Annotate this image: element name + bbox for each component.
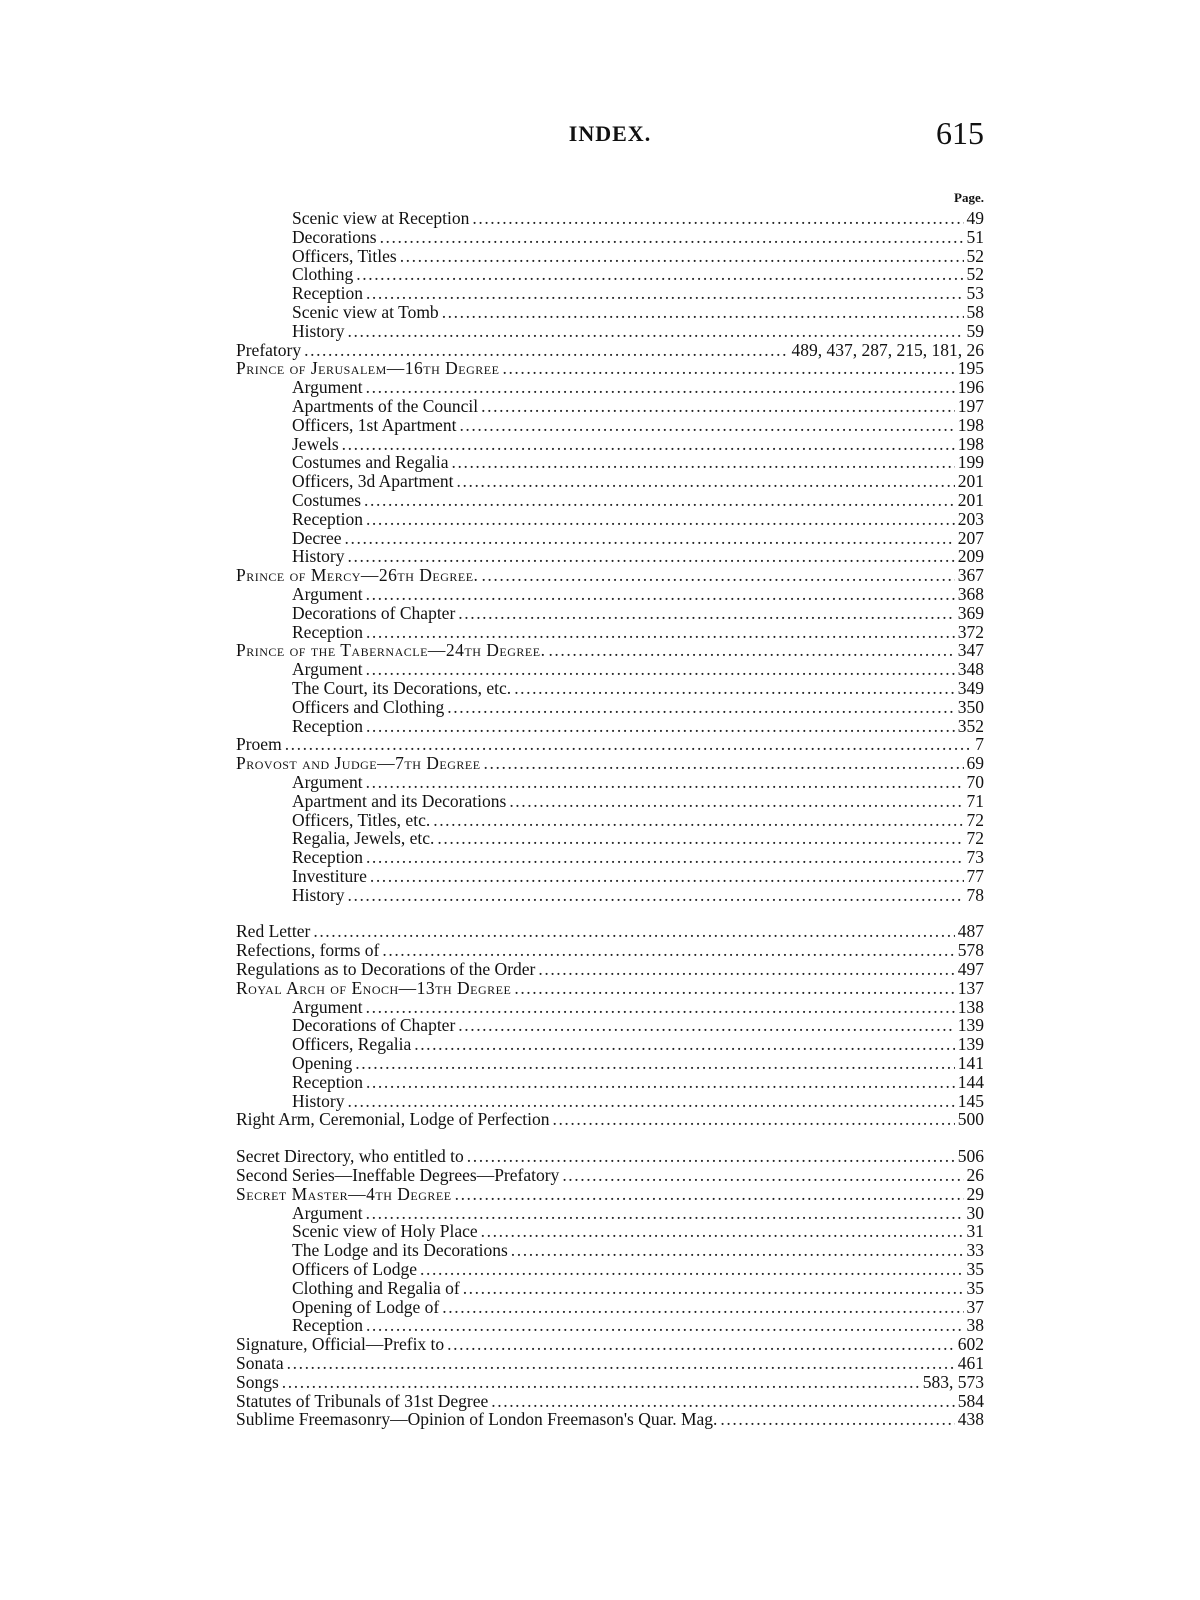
entry-title: Reception xyxy=(292,283,363,304)
entry-pages: 201 xyxy=(957,489,984,510)
dot-leader xyxy=(459,416,954,435)
page-number: 615 xyxy=(936,115,984,151)
index-entry xyxy=(236,1185,984,1204)
entry-title: The Court, its Decorations, etc. xyxy=(292,677,512,698)
entry-title: Argument xyxy=(292,659,363,680)
entry-title: Right Arm, Ceremonial, Lodge of Perfection xyxy=(236,1109,550,1130)
entry-pages: 38 xyxy=(966,1315,984,1336)
index-subentry xyxy=(236,792,984,811)
entry-title: History xyxy=(292,546,345,567)
entry-pages: 71 xyxy=(966,790,984,811)
index-subentry xyxy=(236,529,984,548)
entry-title: Clothing and Regalia of xyxy=(292,1277,460,1298)
index-subentry xyxy=(236,585,984,604)
entry-title: Argument xyxy=(292,583,363,604)
dot-leader xyxy=(437,829,963,848)
entry-pages: 196 xyxy=(957,377,984,398)
entry-pages: 144 xyxy=(957,1071,984,1092)
entry-title: Reception xyxy=(292,847,363,868)
dot-leader xyxy=(502,359,954,378)
index-subentry xyxy=(236,1035,984,1054)
index-subentry xyxy=(236,623,984,642)
index-entry xyxy=(236,735,984,754)
dot-leader xyxy=(366,585,955,604)
entry-pages: 53 xyxy=(966,283,984,304)
index-subentry xyxy=(236,378,984,397)
entry-pages: 199 xyxy=(957,452,984,473)
entry-pages: 578 xyxy=(957,940,984,961)
entry-title: Officers of Lodge xyxy=(292,1259,418,1280)
entry-pages: 59 xyxy=(966,320,984,341)
dot-leader xyxy=(366,717,955,736)
entry-pages: 584 xyxy=(957,1390,984,1411)
index-entry xyxy=(236,1166,984,1185)
index-entry xyxy=(236,941,984,960)
entry-title: History xyxy=(292,884,345,905)
index-entry xyxy=(236,960,984,979)
index-subentry xyxy=(236,886,984,905)
dot-leader xyxy=(366,848,964,867)
entry-pages: 7 xyxy=(975,734,984,755)
dot-leader xyxy=(366,1316,964,1335)
dot-leader xyxy=(433,811,963,830)
dot-leader xyxy=(414,1035,955,1054)
dot-leader xyxy=(356,265,963,284)
entry-pages: 58 xyxy=(966,301,984,322)
entry-title: Sublime Freemasonry—Opinion of London Freemason's Quar. Mag. xyxy=(236,1409,718,1430)
entry-title: Red Letter xyxy=(236,921,311,942)
entry-title: Costumes xyxy=(292,489,362,510)
dot-leader xyxy=(348,322,964,341)
entry-title: Prince of Mercy—26th Degree. xyxy=(236,565,479,586)
entry-title: Decree xyxy=(292,527,342,548)
entry-pages: 70 xyxy=(966,771,984,792)
index-subentry xyxy=(236,1298,984,1317)
dot-leader xyxy=(348,547,955,566)
index-entry xyxy=(236,641,984,660)
entry-title: Reception xyxy=(292,621,363,642)
index-subentry xyxy=(236,397,984,416)
dot-leader xyxy=(447,1335,955,1354)
entry-title: Provost and Judge—7th Degree xyxy=(236,753,481,774)
entry-title: Reception xyxy=(292,1315,363,1336)
dot-leader xyxy=(452,453,955,472)
index-subentry xyxy=(236,848,984,867)
entry-pages: 209 xyxy=(957,546,984,567)
entry-pages: 500 xyxy=(957,1109,984,1130)
dot-leader xyxy=(514,679,955,698)
entry-title: Refections, forms of xyxy=(236,940,380,961)
entry-pages: 141 xyxy=(957,1053,984,1074)
index-subentry xyxy=(236,472,984,491)
entry-pages: 487 xyxy=(957,921,984,942)
index-subentry xyxy=(236,1073,984,1092)
dot-leader xyxy=(345,529,955,548)
entry-pages: 138 xyxy=(957,996,984,1017)
entry-title: History xyxy=(292,1090,345,1111)
entry-title: Decorations xyxy=(292,226,377,247)
entry-title: Opening of Lodge of xyxy=(292,1296,440,1317)
dot-leader xyxy=(313,922,954,941)
index-entry xyxy=(236,1147,984,1166)
index-subentry xyxy=(236,1016,984,1035)
dot-leader xyxy=(366,773,964,792)
entry-pages: 29 xyxy=(966,1183,984,1204)
dot-leader xyxy=(481,566,954,585)
index-subentry xyxy=(236,1222,984,1241)
entry-title: Apartment and its Decorations xyxy=(292,790,507,811)
dot-leader xyxy=(285,735,973,754)
dot-leader xyxy=(380,228,964,247)
dot-leader xyxy=(442,1298,963,1317)
dot-leader xyxy=(538,960,954,979)
entry-pages: 347 xyxy=(957,640,984,661)
index-subentry xyxy=(236,416,984,435)
entry-title: Proem xyxy=(236,734,282,755)
entry-title: History xyxy=(292,320,345,341)
entry-title: Scenic view at Tomb xyxy=(292,301,439,322)
entry-pages: 489, 437, 287, 215, 181, 26 xyxy=(791,339,984,360)
entry-pages: 73 xyxy=(966,847,984,868)
index-subentry xyxy=(236,829,984,848)
index-subentry xyxy=(236,265,984,284)
dot-leader xyxy=(458,1016,954,1035)
entry-pages: 350 xyxy=(957,696,984,717)
entry-pages: 195 xyxy=(957,358,984,379)
entry-title: Apartments of the Council xyxy=(292,395,479,416)
index-subentry xyxy=(236,209,984,228)
index-subentry xyxy=(236,1279,984,1298)
entry-pages: 139 xyxy=(957,1015,984,1036)
entry-title: The Lodge and its Decorations xyxy=(292,1240,508,1261)
index-entry xyxy=(236,566,984,585)
dot-leader xyxy=(484,754,964,773)
dot-leader xyxy=(366,1204,964,1223)
entry-title: Secret Directory, who entitled to xyxy=(236,1146,464,1167)
entry-title: Songs xyxy=(236,1371,279,1392)
index-entry xyxy=(236,979,984,998)
entry-pages: 139 xyxy=(957,1034,984,1055)
entry-pages: 602 xyxy=(957,1334,984,1355)
entry-title: Argument xyxy=(292,996,363,1017)
entry-title: Officers, Titles xyxy=(292,245,397,266)
dot-leader xyxy=(364,491,955,510)
dot-leader xyxy=(382,941,954,960)
entry-title: Sonata xyxy=(236,1353,284,1374)
entry-pages: 72 xyxy=(966,828,984,849)
entry-title: Statutes of Tribunals of 31st Degree xyxy=(236,1390,489,1411)
index-subentry xyxy=(236,303,984,322)
dot-leader xyxy=(720,1410,954,1429)
entry-pages: 349 xyxy=(957,677,984,698)
dot-leader xyxy=(481,397,955,416)
dot-leader xyxy=(400,247,964,266)
dot-leader xyxy=(348,886,964,905)
dot-leader xyxy=(366,660,955,679)
dot-leader xyxy=(552,1110,954,1129)
index-subentry xyxy=(236,604,984,623)
index-subentry xyxy=(236,228,984,247)
index-subentry xyxy=(236,1260,984,1279)
entry-pages: 583, 573 xyxy=(922,1371,984,1392)
dot-leader xyxy=(509,792,963,811)
entry-pages: 198 xyxy=(957,433,984,454)
entry-pages: 30 xyxy=(966,1202,984,1223)
entry-pages: 31 xyxy=(966,1221,984,1242)
dot-leader xyxy=(282,1373,920,1392)
index-subentry xyxy=(236,1241,984,1260)
entry-title: Prefatory xyxy=(236,339,302,360)
index-subentry xyxy=(236,679,984,698)
entry-title: Signature, Official—Prefix to xyxy=(236,1334,445,1355)
dot-leader xyxy=(481,1222,964,1241)
index-subentry xyxy=(236,717,984,736)
index-entry xyxy=(236,341,984,360)
entry-pages: 72 xyxy=(966,809,984,830)
index-subentry xyxy=(236,510,984,529)
dot-leader xyxy=(562,1166,963,1185)
index-subentry xyxy=(236,811,984,830)
dot-leader xyxy=(455,1185,964,1204)
index-subentry xyxy=(236,660,984,679)
index-subentry xyxy=(236,547,984,566)
index-subentry xyxy=(236,322,984,341)
entry-title: Second Series—Ineffable Degrees—Prefatory xyxy=(236,1165,560,1186)
dot-leader xyxy=(420,1260,963,1279)
index-entry xyxy=(236,1335,984,1354)
index-subentry xyxy=(236,453,984,472)
entry-pages: 348 xyxy=(957,659,984,680)
page-column-heading: Page. xyxy=(954,190,984,205)
entry-pages: 197 xyxy=(957,395,984,416)
entry-title: Officers, Regalia xyxy=(292,1034,412,1055)
index-entry xyxy=(236,1110,984,1129)
entry-pages: 51 xyxy=(966,226,984,247)
entry-title: Reception xyxy=(292,1071,363,1092)
entry-title: Argument xyxy=(292,377,363,398)
entry-pages: 506 xyxy=(957,1146,984,1167)
dot-leader xyxy=(472,209,963,228)
index-list xyxy=(236,209,984,1429)
entry-title: Prince of Jerusalem—16th Degree xyxy=(236,358,500,379)
entry-pages: 367 xyxy=(957,565,984,586)
index-subentry xyxy=(236,284,984,303)
entry-pages: 35 xyxy=(966,1259,984,1280)
index-entry xyxy=(236,754,984,773)
index-subentry xyxy=(236,698,984,717)
entry-title: Clothing xyxy=(292,264,354,285)
dot-leader xyxy=(287,1354,955,1373)
dot-leader xyxy=(447,698,954,717)
dot-leader xyxy=(366,998,955,1017)
entry-title: Officers, Titles, etc. xyxy=(292,809,431,830)
entry-title: Decorations of Chapter xyxy=(292,1015,456,1036)
dot-leader xyxy=(442,303,964,322)
entry-pages: 203 xyxy=(957,508,984,529)
entry-pages: 37 xyxy=(966,1296,984,1317)
entry-title: Secret Master—4th Degree xyxy=(236,1183,452,1204)
dot-leader xyxy=(366,1073,955,1092)
entry-pages: 198 xyxy=(957,414,984,435)
index-subentry xyxy=(236,1316,984,1335)
index-subentry xyxy=(236,1092,984,1111)
running-head xyxy=(236,115,984,155)
entry-title: Officers, 3d Apartment xyxy=(292,471,454,492)
index-subentry xyxy=(236,247,984,266)
entry-title: Costumes and Regalia xyxy=(292,452,449,473)
entry-title: Opening xyxy=(292,1053,353,1074)
dot-leader xyxy=(467,1147,955,1166)
entry-title: Officers, 1st Apartment xyxy=(292,414,457,435)
index-entry xyxy=(236,359,984,378)
entry-title: Scenic view at Reception xyxy=(292,208,470,228)
dot-leader xyxy=(355,1054,954,1073)
entry-title: Argument xyxy=(292,1202,363,1223)
index-entry xyxy=(236,1392,984,1411)
entry-pages: 207 xyxy=(957,527,984,548)
dot-leader xyxy=(514,979,954,998)
entry-title: Scenic view of Holy Place xyxy=(292,1221,478,1242)
dot-leader xyxy=(366,623,955,642)
index-subentry xyxy=(236,1054,984,1073)
entry-title: Regalia, Jewels, etc. xyxy=(292,828,435,849)
entry-pages: 368 xyxy=(957,583,984,604)
entry-pages: 369 xyxy=(957,602,984,623)
entry-pages: 35 xyxy=(966,1277,984,1298)
index-entry xyxy=(236,922,984,941)
entry-pages: 69 xyxy=(966,753,984,774)
entry-title: Regulations as to Decorations of the Order xyxy=(236,959,536,980)
entry-pages: 461 xyxy=(957,1353,984,1374)
entry-title: Decorations of Chapter xyxy=(292,602,456,623)
entry-title: Argument xyxy=(292,771,363,792)
dot-leader xyxy=(348,1092,955,1111)
dot-leader xyxy=(548,641,954,660)
entry-title: Reception xyxy=(292,715,363,736)
index-subentry xyxy=(236,1204,984,1223)
entry-pages: 26 xyxy=(966,1165,984,1186)
index-entry xyxy=(236,1410,984,1429)
entry-pages: 78 xyxy=(966,884,984,905)
dot-leader xyxy=(458,604,954,623)
entry-title: Officers and Clothing xyxy=(292,696,445,717)
index-subentry xyxy=(236,998,984,1017)
entry-pages: 145 xyxy=(957,1090,984,1111)
dot-leader xyxy=(491,1392,954,1411)
entry-title: Jewels xyxy=(292,433,339,454)
entry-title: Royal Arch of Enoch—13th Degree xyxy=(236,977,512,998)
entry-pages: 201 xyxy=(957,471,984,492)
index-entry xyxy=(236,1373,984,1392)
index-entry xyxy=(236,1354,984,1373)
dot-leader xyxy=(366,284,964,303)
entry-title: Investiture xyxy=(292,865,367,886)
dot-leader xyxy=(457,472,955,491)
running-title: INDEX. xyxy=(568,121,652,146)
index-subentry xyxy=(236,867,984,886)
entry-pages: 52 xyxy=(966,264,984,285)
dot-leader xyxy=(463,1279,964,1298)
entry-pages: 77 xyxy=(966,865,984,886)
index-subentry xyxy=(236,435,984,454)
entry-pages: 33 xyxy=(966,1240,984,1261)
entry-title: Reception xyxy=(292,508,363,529)
dot-leader xyxy=(366,378,955,397)
entry-title: Prince of the Tabernacle—24th Degree. xyxy=(236,640,546,661)
index-subentry xyxy=(236,491,984,510)
dot-leader xyxy=(304,341,788,360)
entry-pages: 438 xyxy=(957,1409,984,1430)
entry-pages: 372 xyxy=(957,621,984,642)
index-subentry xyxy=(236,773,984,792)
entry-pages: 49 xyxy=(966,208,984,228)
dot-leader xyxy=(366,510,955,529)
entry-pages: 137 xyxy=(957,977,984,998)
entry-pages: 497 xyxy=(957,959,984,980)
dot-leader xyxy=(370,867,964,886)
entry-pages: 352 xyxy=(957,715,984,736)
dot-leader xyxy=(342,435,955,454)
entry-pages: 52 xyxy=(966,245,984,266)
dot-leader xyxy=(511,1241,964,1260)
